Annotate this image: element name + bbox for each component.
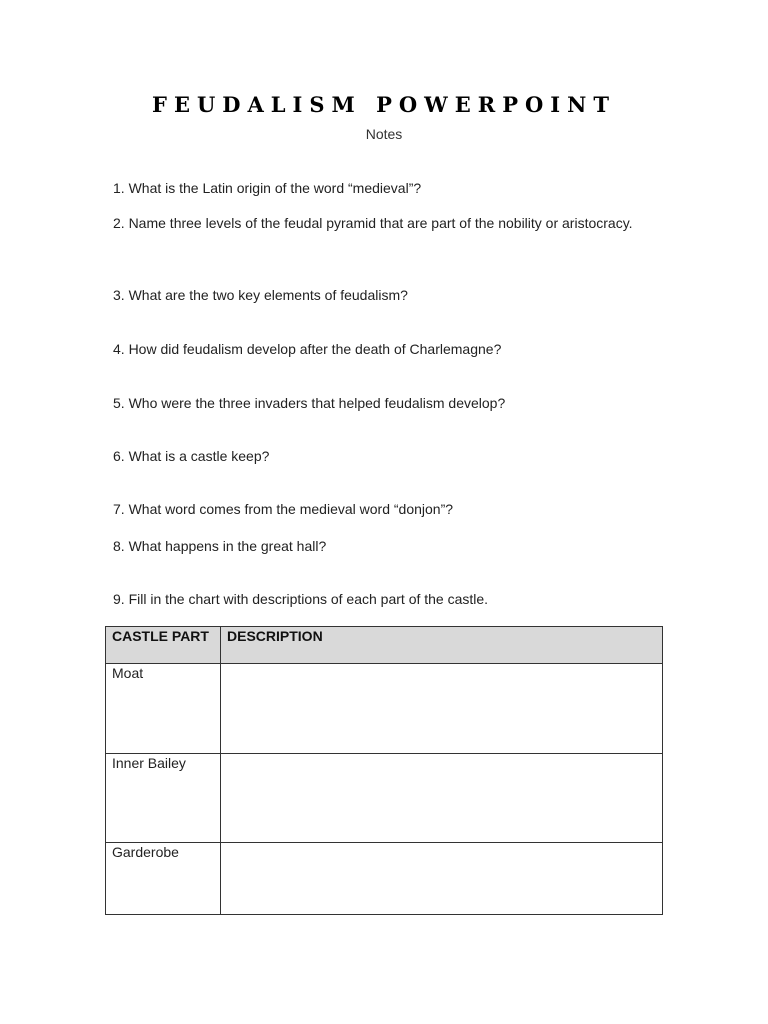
header-description: DESCRIPTION [221,627,663,664]
question-9: 9. Fill in the chart with descriptions of each part of the castle. [113,591,489,607]
description-cell[interactable] [221,843,663,915]
description-cell[interactable] [221,664,663,754]
castle-part-cell: Inner Bailey [106,754,221,843]
table-row [106,754,663,843]
castle-parts-table [105,626,663,915]
castle-part-cell: Garderobe [106,843,221,915]
question-7: 7. What word comes from the medieval word “donjon”? [113,501,454,517]
question-4: 4. How did feudalism develop after the death of Charlemagne? [113,341,502,357]
question-8: 8. What happens in the great hall? [113,538,327,554]
question-3: 3. What are the two key elements of feudalism? [113,287,408,303]
table-header-row [106,627,663,664]
table-row [106,664,663,754]
header-castle-part: CASTLE PART [106,627,221,664]
question-1: 1. What is the Latin origin of the word “medieval”? [113,180,422,196]
castle-part-cell: Moat [106,664,221,754]
table-row [106,843,663,915]
page-subtitle: Notes [365,126,403,142]
question-5: 5. Who were the three invaders that helped feudalism develop? [113,395,506,411]
question-6: 6. What is a castle keep? [113,448,270,464]
question-2: 2. Name three levels of the feudal pyramid that are part of the nobility or aristocracy. [113,215,633,231]
description-cell[interactable] [221,754,663,843]
page-title: FEUDALISM POWERPOINT [152,92,616,117]
